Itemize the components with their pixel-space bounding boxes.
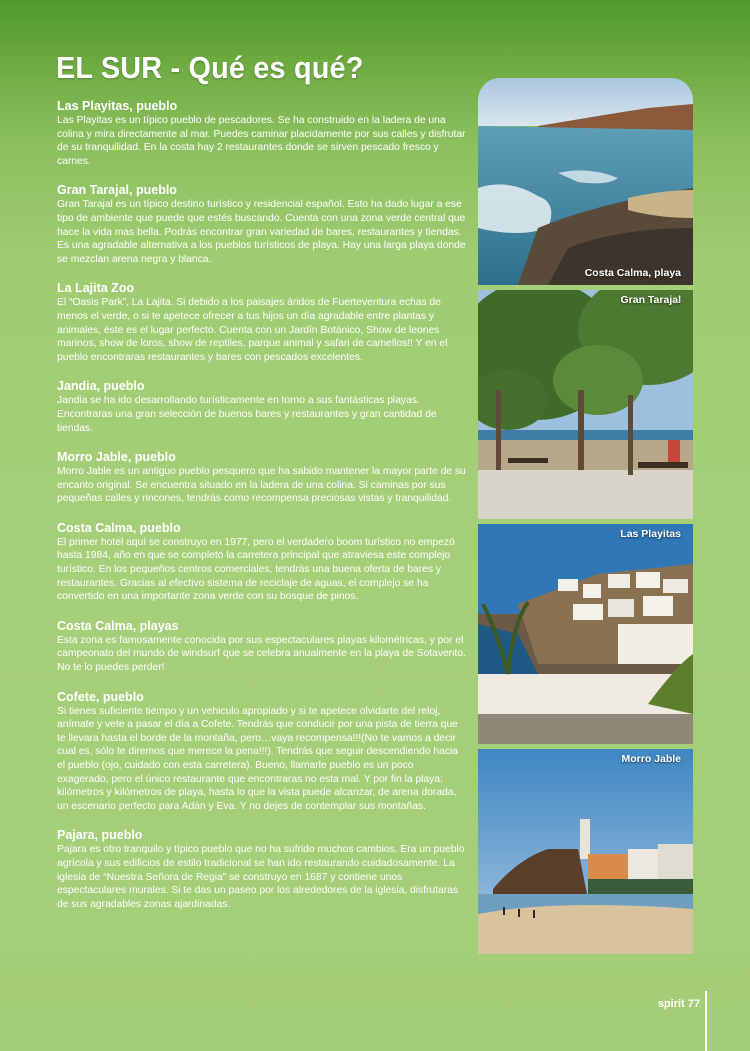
section-heading: Morro Jable, pueblo	[57, 450, 176, 465]
page-number: spirit 77	[657, 998, 700, 1010]
section-heading: Cofete, pueblo	[57, 689, 144, 704]
photo-morro-jable	[478, 749, 693, 954]
section-heading: Pajara, pueblo	[57, 828, 143, 843]
promenade-photo-image	[478, 290, 693, 519]
photo-caption: Morro Jable	[621, 753, 681, 765]
section-text: El “Oasis Park”, La Lajita. Si debido a los paisajes áridos de Fuerteventura echas de menos el verde, o si te apetece ofrecer a tus hijos un día agradable entre plantas y animales, éste es el lugar perfecto. Cuenta con un Jardín Botánico, Show de leones marinos, show de loros, show de reptiles, parque animal y safari de camellos!! Y en el pueblo encontraras restaurantes y bares con pescados excelentes.	[57, 297, 448, 363]
section-heading: Jandia, pueblo	[57, 379, 145, 394]
section-text: Si tienes suficiente tiempo y un vehiculo apropiado y si te apetece olvidarte del reloj, anímate y vete a pasar el día a Cofete. Tendrás que conducir por una pista de tierra que te llevara hasta el borde de la montaña, pero…vaya recompensa!!!(No te vamos a decir cual es, sólo te diremos que merece la pena!!!). Tendrás que seguir descendiendo hacia el pueblo (ojo, cuidado con esta carretera). Bueno, llamarle pueblo es un poco exagerado, pero el único restaurante que encontraras no esta mal. Y por fin la playa: kilómetros y kilómetros de playa, hasta lo que la vista puede alcanzar, de arena dorada, un escenario perfecto para Adán y Eva. Y no dejes de contemplar sus montañas.	[57, 705, 458, 812]
photo-las-playitas	[478, 524, 693, 744]
photo-column	[478, 78, 693, 954]
section-text: Jandia se ha ido desarrollando turísticamente en torno a sus fantásticas playas. Encontraras una gran selección de buenos bares y restaurantes y gran cantidad de tiendas.	[57, 395, 437, 434]
section-text: Morro Jable es un antiguo pueblo pesquero que ha sabido mantener la mayor parte de su encanto original. Se encuentra situado en la ladera de una colina. Si caminas por sus pequeñas calles y rincones, tendrás como recompensa preciosas vistas y tranquilidad.	[57, 466, 466, 505]
section-heading: Costa Calma, pueblo	[57, 520, 181, 535]
section-text: El primer hotel aquí se construyo en 1977, pero el verdadero boom turístico no empezó hasta 1984, año en que se completo la carretera principal que atraviesa este complejo turístico. En los pequeños centros comerciales, tendrás una buena oferta de bares y restaurantes. Gracias al efectivo sistema de reciclaje de aguas, el complejo se ha convertido en una importante zona verde con su bosque de pinos.	[57, 536, 455, 603]
section-morro-jable	[57, 450, 467, 506]
section-heading: Costa Calma, playas	[57, 618, 179, 633]
section-costa-calma-playas	[57, 619, 467, 675]
article-body	[57, 99, 467, 926]
harbour-photo-image	[478, 749, 693, 954]
section-heading: La Lajita Zoo	[57, 281, 135, 296]
footer-divider	[705, 991, 707, 1051]
photo-caption: Costa Calma, playa	[584, 267, 681, 279]
photo-caption: Gran Tarajal	[620, 294, 681, 306]
section-heading: Gran Tarajal, pueblo	[57, 183, 177, 198]
village-photo-image	[478, 524, 693, 744]
photo-gran-tarajal	[478, 290, 693, 519]
section-gran-tarajal	[57, 183, 467, 266]
section-la-lajita-zoo	[57, 281, 467, 364]
section-jandia	[57, 379, 467, 435]
section-text: Esta zona es famosamente conocida por sus espectaculares playas kilométricas, y por el campeonato del mundo de windsurf que se celebra anualmente en la playa de Sotavento. No te lo puedes perder!	[57, 634, 466, 674]
section-las-playitas	[57, 99, 467, 168]
section-costa-calma-pueblo	[57, 521, 467, 604]
section-cofete	[57, 690, 467, 814]
section-text: Las Playitas es un típico pueblo de pescadores. Se ha construido en la ladera de una colina y mira directamente al mar. Puedes caminar placidamente por sus calles y disfrutar de su tranquilidad. En la costa hay 2 restaurantes donde se sirven pescado fresco y carnes.	[57, 115, 466, 167]
section-heading: Las Playitas, pueblo	[57, 99, 178, 113]
coast-photo-image	[478, 78, 693, 285]
photo-costa-calma-playa	[478, 78, 693, 285]
section-text: Gran Tarajal es un típico destino turístico y residencial español. Esto ha dado lugar a ese tipo de ambiente que puede que estés buscando. Cuenta con una zona verde central que hace la vida mas bella. Podrás encontrar gran variedad de bares, restaurantes y tiendas. Es una agradable alternativa a los pueblos turísticos de playa. Hay una larga playa donde se mezclan arena negra y blanca.	[57, 199, 466, 265]
page-title: EL SUR - Qué es qué?	[56, 50, 364, 85]
section-text: Pajara es otro tranquilo y típico pueblo que no ha sufrido muchos cambios. Era un pueblo agrícola y sus edificios de estilo tradicional se han ido restaurando cuidadosamente. La iglesia de “Nuestra Señora de Regia” se construyo en 1687 y contiene unos espectaculares murales. Si te das un paseo por los alrededores de la iglesia, disfrutaras de sus agradables zonas ajardinadas.	[57, 844, 465, 910]
photo-caption: Las Playitas	[620, 528, 681, 540]
section-pajara	[57, 828, 467, 911]
